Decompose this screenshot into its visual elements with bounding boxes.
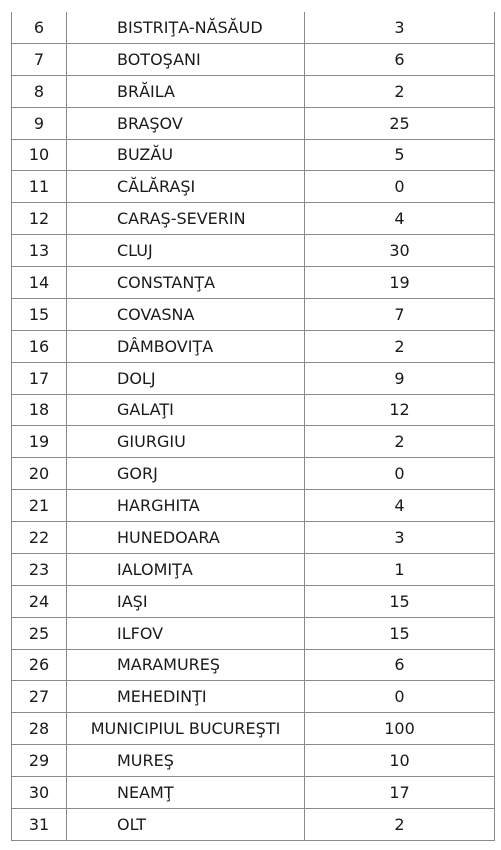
value-cell: 15: [389, 623, 410, 643]
table-row: [12, 171, 494, 203]
row-number-cell: 13: [12, 235, 67, 266]
county-name-cell: DOLJ: [67, 363, 305, 394]
value-cell: 0: [394, 177, 405, 197]
table-row: [12, 554, 494, 586]
table-row: [12, 235, 494, 267]
value-cell: 4: [394, 496, 405, 516]
value-cell: 30: [389, 241, 410, 261]
value-cell: 5: [394, 145, 405, 165]
table-row: [12, 490, 494, 522]
table-row: [12, 267, 494, 299]
table-row: [12, 458, 494, 490]
county-table: [11, 12, 495, 841]
row-number-cell: 21: [12, 490, 67, 521]
county-name-cell: MEHEDINŢI: [67, 681, 305, 712]
county-name-cell: GORJ: [67, 458, 305, 489]
row-number-cell: 14: [12, 267, 67, 298]
value-cell: 6: [394, 49, 405, 69]
value-cell: 2: [394, 336, 405, 356]
row-number-cell: 9: [12, 108, 67, 139]
value-cell: 15: [389, 591, 410, 611]
table-row: [12, 681, 494, 713]
value-cell: 1: [394, 559, 405, 579]
table-row: [12, 650, 494, 682]
value-cell: 4: [394, 209, 405, 229]
county-name-cell: HARGHITA: [67, 490, 305, 521]
value-cell: 25: [389, 113, 410, 133]
table-row: [12, 12, 494, 44]
table-row: [12, 809, 494, 841]
table-row: [12, 108, 494, 140]
county-name-cell: BOTOŞANI: [67, 44, 305, 75]
table-row: [12, 203, 494, 235]
row-number-cell: 30: [12, 777, 67, 808]
row-number-cell: 24: [12, 586, 67, 617]
table-row: [12, 44, 494, 76]
row-number-cell: 8: [12, 76, 67, 107]
county-name-cell: DÂMBOVIŢA: [67, 331, 305, 362]
row-number-cell: 6: [12, 12, 67, 43]
row-number-cell: 29: [12, 745, 67, 776]
row-number-cell: 25: [12, 618, 67, 649]
table-row: [12, 331, 494, 363]
value-cell: 2: [394, 432, 405, 452]
row-number-cell: 15: [12, 299, 67, 330]
county-name-cell: CĂLĂRAŞI: [67, 171, 305, 202]
table-row: [12, 618, 494, 650]
value-cell: 0: [394, 464, 405, 484]
row-number-cell: 28: [12, 713, 67, 744]
table-row: [12, 395, 494, 427]
table-row: [12, 713, 494, 745]
county-name-cell: BRĂILA: [67, 76, 305, 107]
county-name-cell: GIURGIU: [67, 426, 305, 457]
county-name-cell: IALOMIŢA: [67, 554, 305, 585]
row-number-cell: 12: [12, 203, 67, 234]
county-name-cell: NEAMŢ: [67, 777, 305, 808]
county-name-cell: OLT: [67, 809, 305, 840]
row-number-cell: 10: [12, 140, 67, 171]
table-row: [12, 745, 494, 777]
county-name-cell: MUNICIPIUL BUCUREŞTI: [67, 713, 305, 744]
value-cell: 3: [394, 527, 405, 547]
table-row: [12, 426, 494, 458]
row-number-cell: 7: [12, 44, 67, 75]
row-number-cell: 27: [12, 681, 67, 712]
table-row: [12, 777, 494, 809]
row-number-cell: 23: [12, 554, 67, 585]
county-name-cell: MUREŞ: [67, 745, 305, 776]
value-cell: 19: [389, 272, 410, 292]
table-row: [12, 586, 494, 618]
row-number-cell: 31: [12, 809, 67, 840]
table-row: [12, 522, 494, 554]
row-number-cell: 11: [12, 171, 67, 202]
row-number-cell: 22: [12, 522, 67, 553]
row-number-cell: 19: [12, 426, 67, 457]
value-cell: 10: [389, 751, 410, 771]
county-name-cell: COVASNA: [67, 299, 305, 330]
value-cell: 0: [394, 687, 405, 707]
county-name-cell: ILFOV: [67, 618, 305, 649]
row-number-cell: 18: [12, 395, 67, 426]
county-name-cell: BRAŞOV: [67, 108, 305, 139]
county-name-cell: CLUJ: [67, 235, 305, 266]
value-cell: 7: [394, 304, 405, 324]
county-name-cell: MARAMUREŞ: [67, 650, 305, 681]
table-row: [12, 299, 494, 331]
county-name-cell: BUZĂU: [67, 140, 305, 171]
value-cell: 2: [394, 81, 405, 101]
county-name-cell: HUNEDOARA: [67, 522, 305, 553]
table-row: [12, 363, 494, 395]
value-cell: 17: [389, 782, 410, 802]
table-row: [12, 140, 494, 172]
table-row: [12, 76, 494, 108]
row-number-cell: 17: [12, 363, 67, 394]
county-name-cell: IAŞI: [67, 586, 305, 617]
county-name-cell: GALAŢI: [67, 395, 305, 426]
value-cell: 100: [384, 719, 415, 739]
value-cell: 3: [394, 17, 405, 37]
value-cell: 12: [389, 400, 410, 420]
row-number-cell: 20: [12, 458, 67, 489]
county-name-cell: CONSTANŢA: [67, 267, 305, 298]
value-cell: 6: [394, 655, 405, 675]
value-cell: 9: [394, 368, 405, 388]
value-cell: 2: [394, 814, 405, 834]
county-name-cell: BISTRIŢA-NĂSĂUD: [67, 12, 305, 43]
county-name-cell: CARAŞ-SEVERIN: [67, 203, 305, 234]
row-number-cell: 26: [12, 650, 67, 681]
row-number-cell: 16: [12, 331, 67, 362]
